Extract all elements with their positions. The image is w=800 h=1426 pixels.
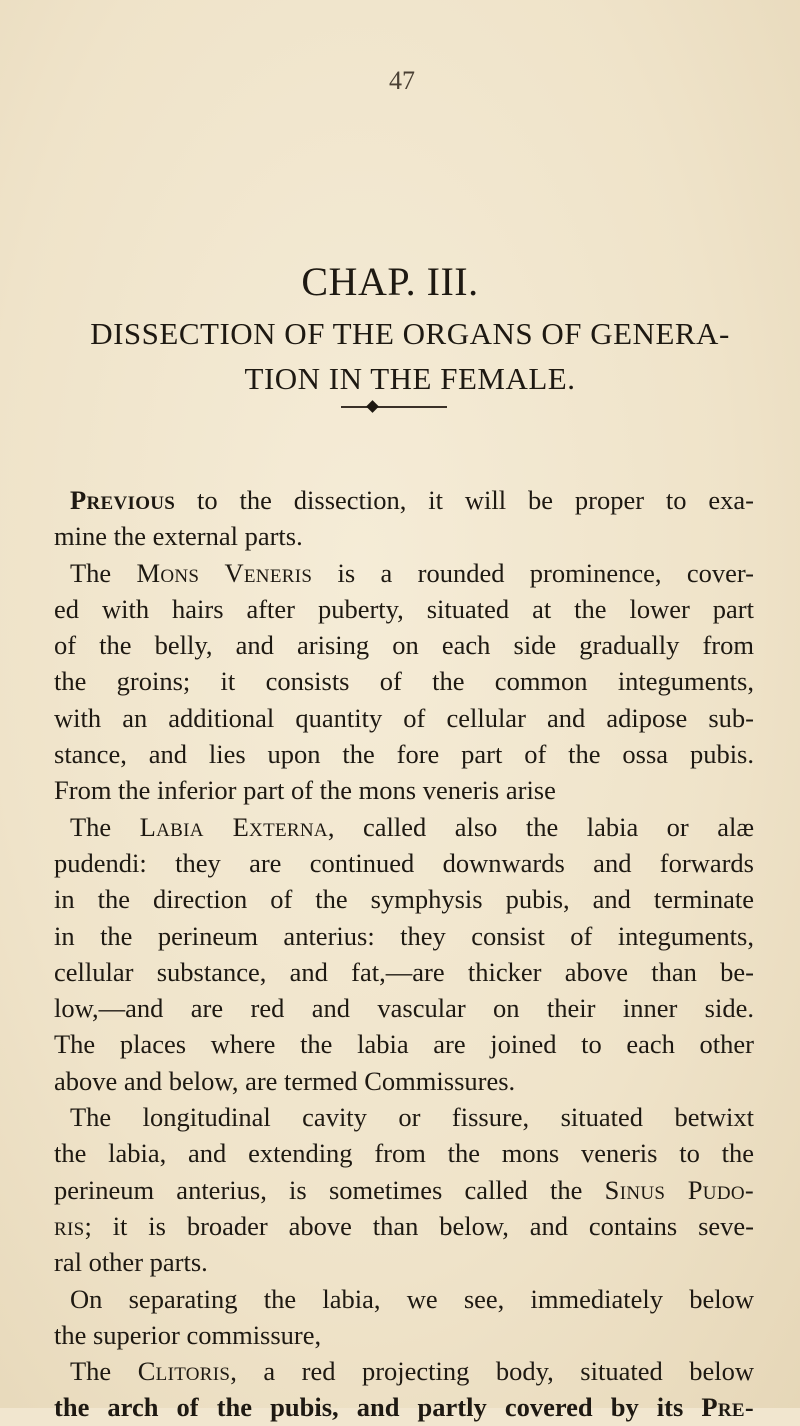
term-prepuce-start: Pre- — [701, 1392, 754, 1423]
text-line: From the inferior part of the mons veneris arise — [54, 775, 556, 806]
lead-word: Previous — [70, 485, 176, 515]
text-line: in the direction of the symphysis pubis, and terminate — [54, 884, 754, 915]
text-line: the superior commissure, — [54, 1319, 322, 1350]
text-line: The Clitoris, a red projecting body, situated below — [70, 1356, 754, 1387]
text-line: the groins; it consists of the common integuments, — [54, 666, 754, 697]
text-line: low,—and are red and vascular on their inner side. — [54, 993, 754, 1024]
term-labia-externa: Labia Externa — [139, 811, 328, 842]
text-line: in the perineum anterius: they consist of integuments, — [54, 920, 754, 951]
title-line-1: DISSECTION OF THE ORGANS OF GENERA- — [90, 316, 730, 351]
text-line: ral other parts. — [54, 1247, 208, 1278]
text-line: cellular substance, and fat,—are thicker above than be- — [54, 956, 754, 987]
term-mons-veneris: Mons Veneris — [136, 557, 313, 588]
text-line: ed with hairs after puberty, situated at the lower part — [54, 593, 754, 624]
text-line: The longitudinal cavity or fissure, situated betwixt — [70, 1102, 754, 1133]
term-sinus-pudoris-cont: ris — [54, 1210, 85, 1241]
title-line-2: TION IN THE FEMALE. — [244, 361, 576, 396]
chapter-heading: CHAP. III. — [301, 259, 479, 304]
text-line: the arch of the pubis, and partly covered by its Pre- — [54, 1392, 754, 1423]
text-line: The places where the labia are joined to each other — [54, 1029, 754, 1060]
text-line: pudendi: they are continued downwards and forwards — [54, 847, 754, 878]
ornamental-divider — [341, 406, 447, 408]
text-line: with an additional quantity of cellular and adipose sub- — [54, 702, 754, 733]
page-number: 47 — [389, 66, 415, 95]
text-line: ris; it is broader above than below, and contains seve- — [54, 1210, 754, 1241]
text-line: the labia, and extending from the mons veneris to the — [54, 1138, 754, 1169]
text-line: On separating the labia, we see, immediately below — [70, 1283, 754, 1314]
text-line: The Labia Externa, called also the labia or alæ — [70, 811, 755, 842]
text-line: of the belly, and arising on each side gradually from — [54, 630, 754, 661]
text-line: perineum anterius, is sometimes called the Sinus Pudo- — [54, 1174, 754, 1205]
text-line: The Mons Veneris is a rounded prominence, cover- — [70, 557, 754, 588]
text-line: above and below, are termed Commissures. — [54, 1065, 516, 1096]
term-sinus-pudoris: Sinus Pudo- — [604, 1174, 754, 1205]
chapter-title — [60, 311, 760, 401]
text-line: stance, and lies upon the fore part of the ossa pubis. — [54, 739, 754, 770]
text-line: Previous to the dissection, it will be proper to exa- — [70, 485, 754, 515]
body-text — [54, 482, 754, 1426]
text-line: mine the external parts. — [54, 521, 303, 552]
term-clitoris: Clitoris — [137, 1356, 231, 1387]
